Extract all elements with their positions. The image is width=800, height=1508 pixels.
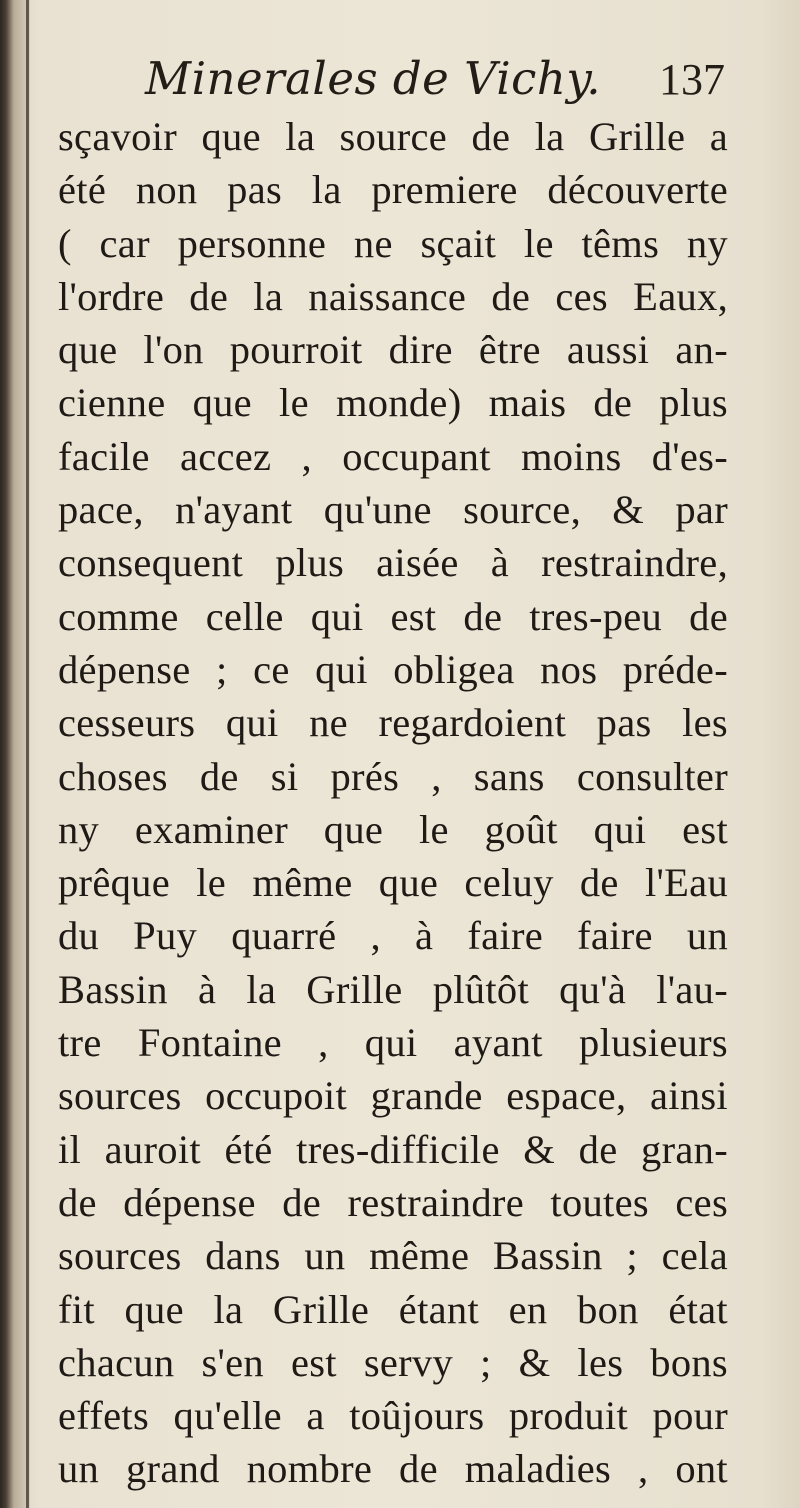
- text-line: comme celle qui est de tres-peu de: [58, 593, 728, 639]
- page-number: 137: [659, 55, 725, 104]
- text-line: que l'on pourroit dire être aussi an-: [58, 327, 728, 373]
- text-line: consequent plus aisée à restraindre,: [58, 540, 728, 586]
- text-line: cesseurs qui ne regardoient pas les: [58, 700, 728, 746]
- text-line: l'ordre de la naissance de ces Eaux,: [58, 273, 728, 319]
- text-line: Bassin à la Grille plûtôt qu'à l'au-: [58, 966, 728, 1012]
- text-line: du Puy quarré , à faire faire un: [58, 913, 728, 959]
- text-line: été non pas la premiere découverte: [58, 167, 728, 213]
- running-title: Minerales de Vichy.: [145, 52, 602, 105]
- text-line: choses de si prés , sans consulter: [58, 753, 728, 799]
- text-line: pace, n'ayant qu'une source, & par: [58, 487, 728, 533]
- text-line: dépense ; ce qui obligea nos préde-: [58, 646, 728, 692]
- text-line: il auroit été tres-difficile & de gran-: [58, 1126, 728, 1172]
- text-line: sources dans un même Bassin ; cela: [58, 1233, 728, 1279]
- text-line: cienne que le monde) mais de plus: [58, 380, 728, 426]
- page-header: [145, 52, 725, 112]
- text-line: facile accez , occupant moins d'es-: [58, 433, 728, 479]
- text-line: sources occupoit grande espace, ainsi: [58, 1073, 728, 1119]
- text-line: tre Fontaine , qui ayant plusieurs: [58, 1020, 728, 1066]
- body-text: [58, 110, 728, 1496]
- text-line: de dépense de restraindre toutes ces: [58, 1179, 728, 1225]
- text-line: fit que la Grille étant en bon état: [58, 1286, 728, 1332]
- text-line: effets qu'elle a toûjours produit pour: [58, 1393, 728, 1439]
- text-line: chacun s'en est servy ; & les bons: [58, 1339, 728, 1385]
- gutter-line: [26, 0, 29, 1508]
- text-line: prêque le même que celuy de l'Eau: [58, 860, 728, 906]
- text-line: ny examiner que le goût qui est: [58, 806, 728, 852]
- text-line: un grand nombre de maladies , ont: [58, 1446, 728, 1492]
- text-line: sçavoir que la source de la Grille a: [58, 114, 728, 159]
- text-line: ( car personne ne sçait le têms ny: [58, 220, 728, 266]
